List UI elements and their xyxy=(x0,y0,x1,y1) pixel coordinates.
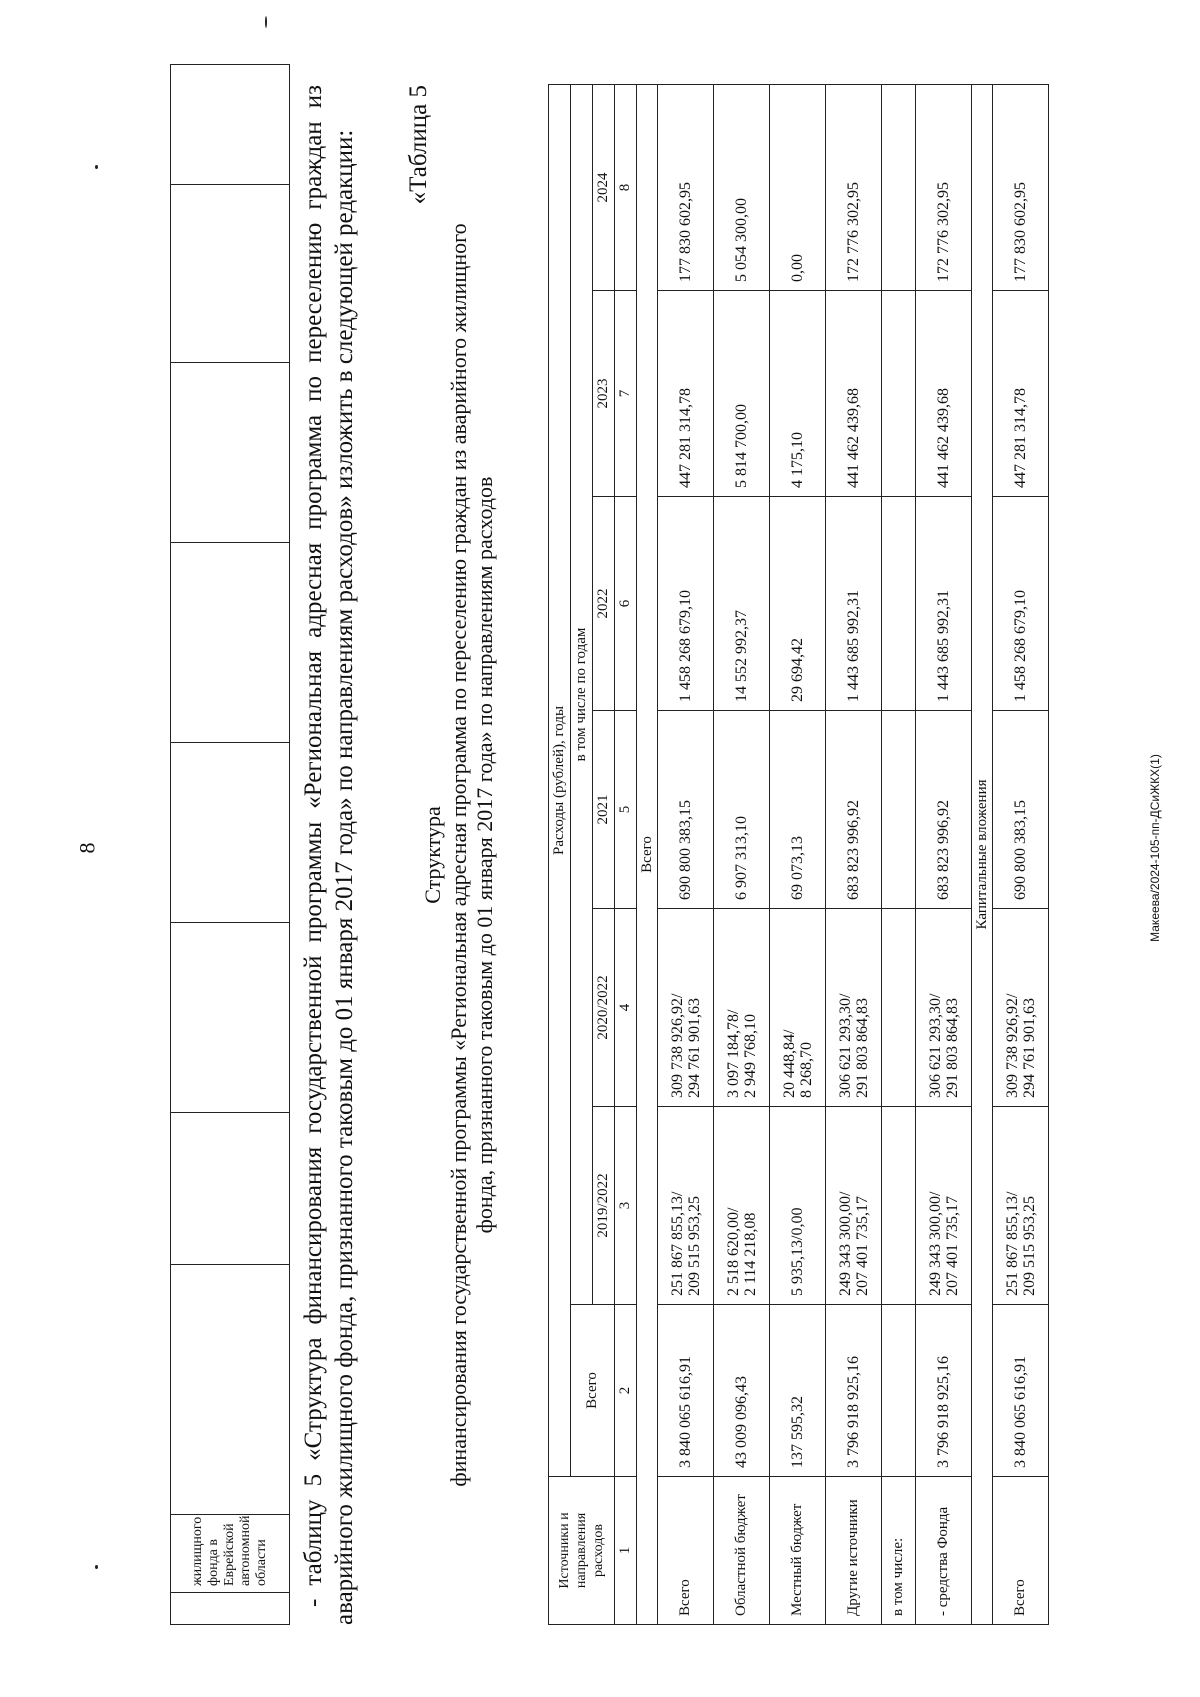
column-number: 5 xyxy=(615,711,637,909)
cell-2023: 5 814 700,00 xyxy=(714,291,770,497)
row-label: Всего xyxy=(993,1477,1049,1625)
table-row xyxy=(882,84,916,1624)
cell-2022: 1 458 268 679,10 xyxy=(658,497,714,711)
cell-2019-2022 xyxy=(916,1107,972,1305)
previous-table-fragment xyxy=(170,64,290,1625)
document-code: Макеева/2024-105-пп-ДСиЖКХ(1) xyxy=(1148,754,1162,942)
cell-2019-2022 xyxy=(714,1107,770,1305)
cell-2021: 69 073,13 xyxy=(770,711,826,909)
cell-2019-2022 xyxy=(826,1107,882,1305)
cell-2022: 1 443 685 992,31 xyxy=(826,497,882,711)
header-expenses: Расходы (рублей), годы xyxy=(549,84,571,1476)
column-number: 3 xyxy=(615,1107,637,1305)
cell-2019-2022 xyxy=(658,1107,714,1305)
cell-2022: 29 694,42 xyxy=(770,497,826,711)
cell-2021: 683 823 996,92 xyxy=(916,711,972,909)
cell-2021: 690 800 383,15 xyxy=(993,711,1049,909)
cell-text: 209 515 953,25 xyxy=(685,1196,703,1296)
table-cell xyxy=(171,1113,290,1265)
row-label: Другие источники xyxy=(826,1477,882,1625)
cell-2021: 690 800 383,15 xyxy=(658,711,714,909)
column-number: 8 xyxy=(615,84,637,290)
cell-text: 291 803 864,83 xyxy=(853,998,871,1098)
cell-text: 3 097 184,78/ xyxy=(724,1009,742,1098)
cell-2022: 1 443 685 992,31 xyxy=(916,497,972,711)
cell-text: 8 268,70 xyxy=(797,1042,815,1098)
column-number: 4 xyxy=(615,909,637,1107)
cell-total xyxy=(882,1305,916,1477)
cell-text: 249 343 300,00/ xyxy=(926,1191,944,1296)
cell-text: 2 114 218,08 xyxy=(741,1212,759,1296)
cell-2022: 14 552 992,37 xyxy=(714,497,770,711)
cell-2020-2022 xyxy=(882,909,916,1107)
cell-text: 294 761 901,63 xyxy=(1020,998,1038,1098)
cell-total: 3 840 065 616,91 xyxy=(658,1305,714,1477)
cell-2023 xyxy=(882,291,916,497)
table-row xyxy=(658,84,714,1624)
header-by-year: в том числе по годам xyxy=(571,84,593,1304)
cell-2024: 177 830 602,95 xyxy=(993,84,1049,290)
cell-2024: 177 830 602,95 xyxy=(658,84,714,290)
cell-text: 251 867 855,13/ xyxy=(668,1191,686,1296)
cell-text: фонда в xyxy=(206,1538,221,1586)
header-year: 2021 xyxy=(593,711,615,909)
cell-text: автономной xyxy=(238,1515,253,1586)
cell-2020-2022 xyxy=(993,909,1049,1107)
cell-2021 xyxy=(882,711,916,909)
column-number: 6 xyxy=(615,497,637,711)
table-cell xyxy=(171,185,290,363)
cell-2020-2022 xyxy=(916,909,972,1107)
cell-2019-2022 xyxy=(882,1107,916,1305)
cell-2021: 683 823 996,92 xyxy=(826,711,882,909)
cell-total: 3 840 065 616,91 xyxy=(993,1305,1049,1477)
cell-2024 xyxy=(882,84,916,290)
table-cell xyxy=(171,1593,290,1625)
cell-text: 2 518 620,00/ xyxy=(724,1207,742,1296)
rotated-document-page xyxy=(170,85,1038,1625)
scan-mark xyxy=(265,16,267,28)
table-row xyxy=(826,84,882,1624)
section-header-capital: Капитальные вложения xyxy=(972,84,993,1624)
header-year: 2024 xyxy=(593,84,615,290)
cell-2022: 1 458 268 679,10 xyxy=(993,497,1049,711)
page-number: 8 xyxy=(74,842,100,854)
financing-structure-table xyxy=(548,84,1049,1625)
header-year: 2020/2022 xyxy=(593,909,615,1107)
title-line: Структура xyxy=(420,806,445,904)
cell-2020-2022 xyxy=(658,909,714,1107)
cell-text: 306 621 293,30/ xyxy=(926,993,944,1098)
cell-text: 207 401 735,17 xyxy=(853,1196,871,1296)
cell-text: 20 448,84/ xyxy=(780,1029,798,1098)
table-row xyxy=(993,84,1049,1624)
cell-text: 209 515 953,25 xyxy=(1020,1196,1038,1296)
table-title xyxy=(420,85,498,1625)
cell-2019-2022 xyxy=(770,1107,826,1305)
table-cell xyxy=(171,363,290,543)
column-number: 1 xyxy=(615,1477,637,1625)
table-cell xyxy=(171,65,290,185)
row-label: - средства Фонда xyxy=(916,1477,972,1625)
cell-2023: 447 281 314,78 xyxy=(658,291,714,497)
cell-2024: 0,00 xyxy=(770,84,826,290)
cell-text: 249 343 300,00/ xyxy=(836,1191,854,1296)
header-total: Всего xyxy=(571,1305,615,1477)
cell-text: 2 949 768,10 xyxy=(741,1014,759,1098)
section-header-total: Всего xyxy=(637,84,658,1624)
header-year: 2022 xyxy=(593,497,615,711)
header-year: 2023 xyxy=(593,291,615,497)
cell-2020-2022 xyxy=(770,909,826,1107)
cell-2020-2022 xyxy=(714,909,770,1107)
cell-total: 3 796 918 925,16 xyxy=(916,1305,972,1477)
cell-text: 309 738 926,92/ xyxy=(668,993,686,1098)
cell-2023: 441 462 439,68 xyxy=(916,291,972,497)
table-label: «Таблица 5 xyxy=(405,85,432,205)
row-label: Всего xyxy=(658,1477,714,1625)
scan-mark xyxy=(95,165,98,169)
scan-mark xyxy=(95,1565,98,1569)
table-row xyxy=(714,84,770,1624)
cell-text: 309 738 926,92/ xyxy=(1003,993,1021,1098)
row-label: Областной бюджет xyxy=(714,1477,770,1625)
cell-text: области xyxy=(254,1539,269,1586)
title-line: фонда, признанного таковым до 01 января 2017 года» по направлениям расходов xyxy=(472,476,497,1234)
cell-2024: 172 776 302,95 xyxy=(826,84,882,290)
amendment-paragraph: - таблицу 5 «Структура финансирования государственной программы «Региональная адресная программа по переселению граждан из аварийного жилищного фонда, признанного таковым до 01 января 2017 года» по направлениям расходов» изложить в следующей редакции: xyxy=(300,85,358,1625)
cell-2021: 6 907 313,10 xyxy=(714,711,770,909)
cell-text: 207 401 735,17 xyxy=(943,1196,961,1296)
row-label: Местный бюджет xyxy=(770,1477,826,1625)
cell-total: 43 009 096,43 xyxy=(714,1305,770,1477)
cell-2023: 4 175,10 xyxy=(770,291,826,497)
title-line: финансирования государственной программы «Региональная адресная программа по переселению граждан из аварийного жилищного xyxy=(446,223,471,1487)
table-cell xyxy=(171,923,290,1113)
cell-2024: 172 776 302,95 xyxy=(916,84,972,290)
cell-text: жилищного xyxy=(190,1516,205,1586)
column-number: 7 xyxy=(615,291,637,497)
table-cell xyxy=(171,543,290,743)
cell-text: 294 761 901,63 xyxy=(685,998,703,1098)
table-cell xyxy=(171,1515,290,1593)
table-cell xyxy=(171,743,290,923)
cell-2023: 447 281 314,78 xyxy=(993,291,1049,497)
table-row xyxy=(770,84,826,1624)
cell-text: Еврейской xyxy=(222,1523,237,1586)
cell-2019-2022 xyxy=(993,1107,1049,1305)
cell-text: 5 935,13/0,00 xyxy=(789,1207,806,1296)
header-year: 2019/2022 xyxy=(593,1107,615,1305)
cell-text: 251 867 855,13/ xyxy=(1003,1191,1021,1296)
cell-2020-2022 xyxy=(826,909,882,1107)
cell-total: 137 595,32 xyxy=(770,1305,826,1477)
cell-text: 291 803 864,83 xyxy=(943,998,961,1098)
row-label: в том числе: xyxy=(882,1477,916,1625)
header-sources: Источники и направления расходов xyxy=(549,1477,615,1625)
cell-2022 xyxy=(882,497,916,711)
table-cell xyxy=(171,1265,290,1515)
column-number: 2 xyxy=(615,1305,637,1477)
cell-total: 3 796 918 925,16 xyxy=(826,1305,882,1477)
table-row xyxy=(916,84,972,1624)
cell-2024: 5 054 300,00 xyxy=(714,84,770,290)
cell-2023: 441 462 439,68 xyxy=(826,291,882,497)
cell-text: 306 621 293,30/ xyxy=(836,993,854,1098)
